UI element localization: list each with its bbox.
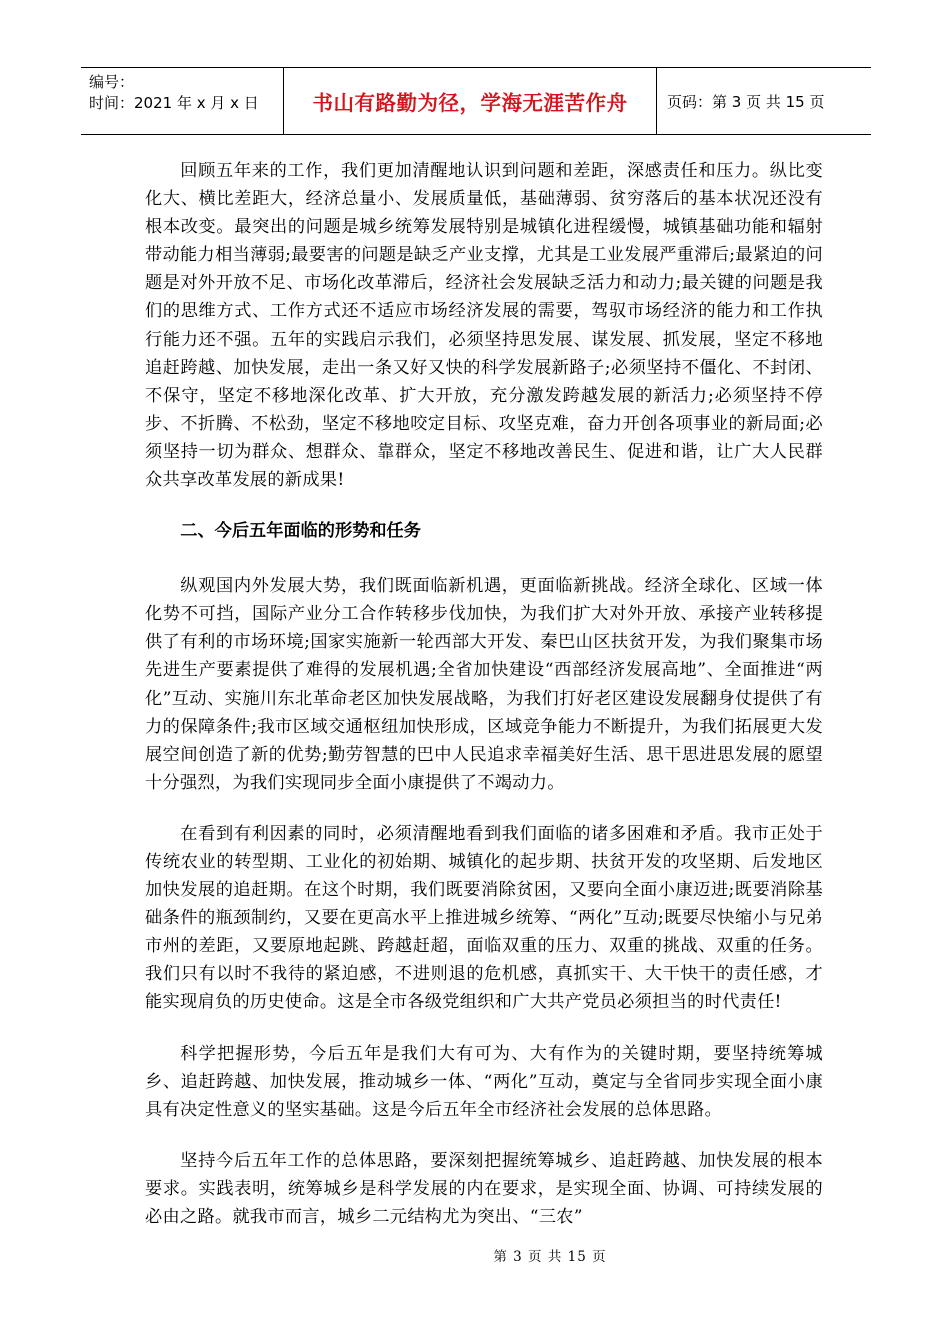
paragraph-review: 回顾五年来的工作，我们更加清醒地认识到问题和差距，深感责任和压力。纵比变化大、横比差距大，经济总量小、发展质量低，基础薄弱、贫穷落后的基本状况还没有根本改变。最突出的问题是城乡统筹发展特别是城镇化进程缓慢，城镇基础功能和辐射带动能力相当薄弱;最要害的问题是缺乏产业支撑，尤其是工业发展严重滞后;最紧迫的问题是对外开放不足、市场化改革滞后，经济社会发展缺乏活力和动力;最关键的问题是我们的思维方式、工作方式还不适应市场经济发展的需要，驾驭市场经济的能力和工作执行能力还不强。五年的实践启示我们，必须坚持思发展、谋发展、抓发展，坚定不移地追赶跨越、加快发展，走出一条又好又快的科学发展新路子;必须坚持不僵化、不封闭、不保守，坚定不移地深化改革、扩大开放，充分激发跨越发展的新活力;必须坚持不停步、不折腾、不松劲，坚定不移地咬定目标、攻坚克难，奋力开创各项事业的新局面;必须坚持一切为群众、想群众、靠群众，坚定不移地改善民生、促进和谐，让广大人民群众共享改革发展的新成果! [145, 161, 823, 491]
header-page-info: 页码：第 3 页 共 15 页 [667, 92, 825, 111]
header-motto: 书山有路勤为径，学海无涯苦作舟 [284, 68, 657, 134]
footer-page-number: 第 3 页 共 15 页 [493, 1249, 607, 1265]
section-heading: 二、今后五年面临的形势和任务 [180, 521, 421, 542]
page-footer [0, 1245, 950, 1265]
header-meta [81, 68, 284, 134]
document-body [145, 157, 823, 1254]
document-date: 时间：2021 年 x 月 x 日 [89, 94, 259, 112]
paragraph-overall-approach: 科学把握形势，今后五年是我们大有可为、大有作为的关键时期，要坚持统筹城乡、追赶跨越、加快发展，推动城乡一体、“两化”互动，奠定与全省同步实现全面小康具有决定性意义的坚实基础。这是今后五年全市经济社会发展的总体思路。 [145, 1043, 823, 1120]
page-header [81, 67, 871, 135]
document-number-label: 编号： [89, 73, 135, 91]
paragraph-opportunities: 纵观国内外发展大势，我们既面临新机遇，更面临新挑战。经济全球化、区域一体化势不可挡，国际产业分工合作转移步伐加快，为我们扩大对外开放、承接产业转移提供了有利的市场环境;国家实施新一轮西部大开发、秦巴山区扶贫开发，为我们聚集市场先进生产要素提供了难得的发展机遇;全省加快建设“西部经济发展高地”、全面推进“两化”互动、实施川东北革命老区加快发展战略，为我们打好老区建设发展翻身仗提供了有力的保障条件;我市区域交通枢纽加快形成，区域竞争能力不断提升，为我们拓展更大发展空间创造了新的优势;勤劳智慧的巴中人民追求幸福美好生活、思干思进思发展的愿望十分强烈，为我们实现同步全面小康提供了不竭动力。 [145, 576, 823, 793]
paragraph-requirements: 坚持今后五年工作的总体思路，要深刻把握统筹城乡、追赶跨越、加快发展的根本要求。实践表明，统筹城乡是科学发展的内在要求，是实现全面、协调、可持续发展的必由之路。就我市而言，城乡二元结构尤为突出、“三农” [145, 1150, 823, 1227]
paragraph-challenges: 在看到有利因素的同时，必须清醒地看到我们面临的诸多困难和矛盾。我市正处于传统农业的转型期、工业化的初始期、城镇化的起步期、扶贫开发的攻坚期、后发地区加快发展的追赶期。在这个时期，我们既要消除贫困，又要向全面小康迈进;既要消除基础条件的瓶颈制约，又要在更高水平上推进城乡统筹、“两化”互动;既要尽快缩小与兄弟市州的差距，又要原地起跳、跨越赶超，面临双重的压力、双重的挑战、双重的任务。我们只有以时不我待的紧迫感，不进则退的危机感，真抓实干、大干快干的责任感，才能实现肩负的历史使命。这是全市各级党组织和广大共产党员必须担当的时代责任! [145, 823, 823, 1013]
